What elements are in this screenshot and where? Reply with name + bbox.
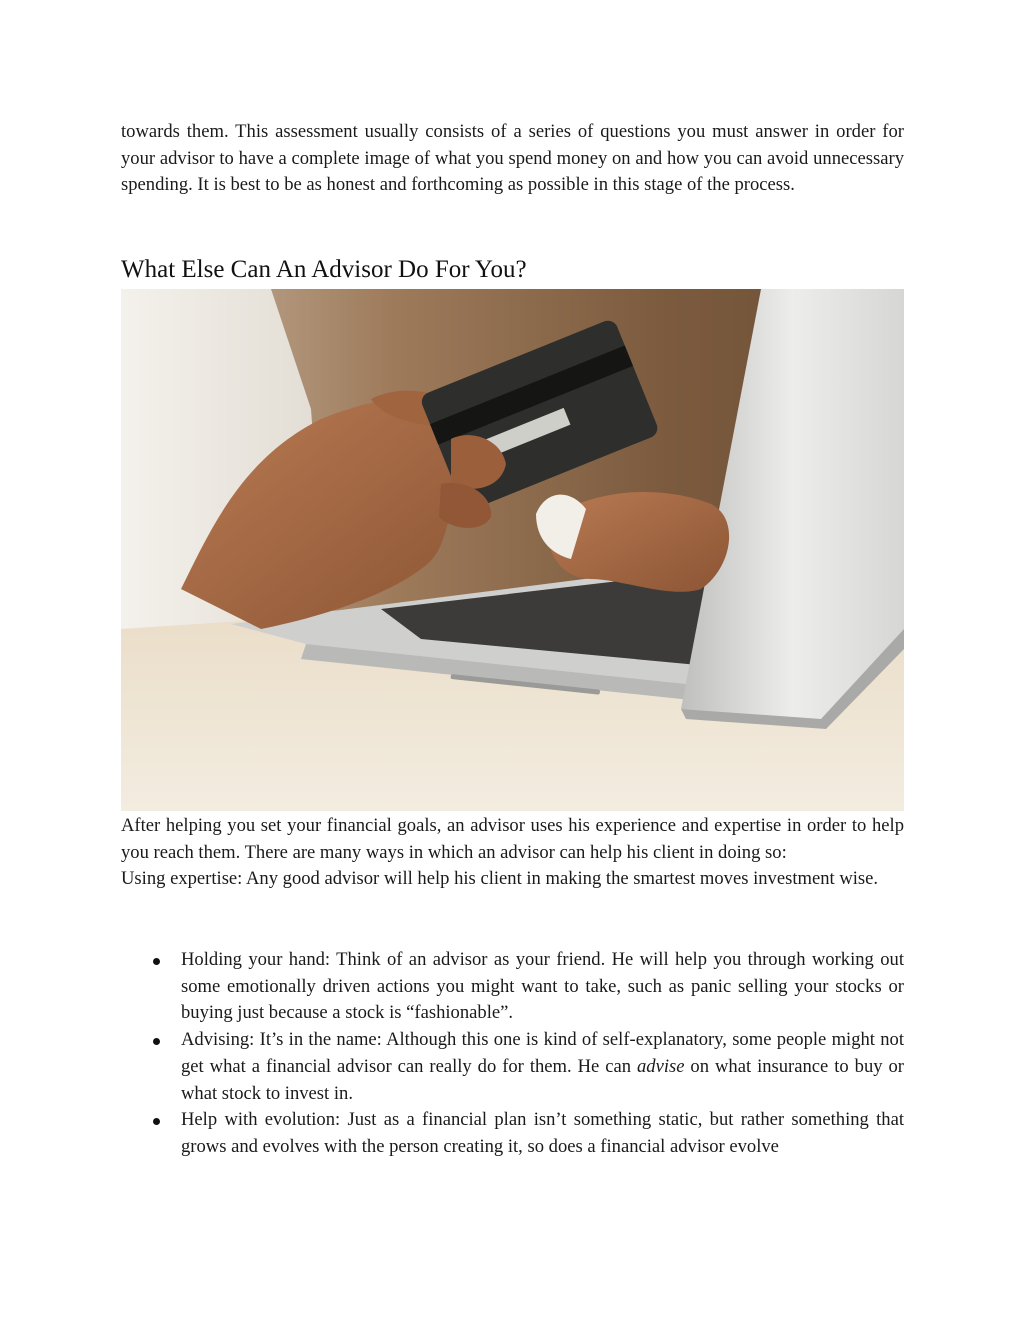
intro-paragraph: towards them. This assessment usually consists of a series of questions you must answer in order for your advisor to have a complete image of what you spend money on and how you can avoid unnecessary spending. It is best to be as honest and forthcoming as possible in this stage of the process. — [121, 121, 904, 196]
section-heading: What Else Can An Advisor Do For You? — [121, 256, 527, 283]
list-item-emphasis: advise — [636, 1055, 685, 1077]
bullet-icon — [153, 1118, 160, 1125]
list-item-text: Holding your hand: Think of an advisor as your friend. He will help you through working out some emotionally driven actions you might want to take, such as panic selling your stocks or buying just because a stock is “fashionable”. — [181, 949, 904, 1024]
credit-card-laptop-photo — [121, 289, 904, 811]
list-item — [121, 1107, 904, 1160]
after-image-text-1: After helping you set your financial goals, an advisor uses his experience and expertise in order to help you reach them. There are many ways in which an advisor can help his client in doing so: — [121, 815, 904, 863]
list-item — [121, 947, 904, 1027]
list-item-text-after: on what insurance to buy or what stock to invest in. — [181, 1055, 904, 1104]
bullet-icon — [153, 958, 160, 965]
after-image-text-2: Using expertise: Any good advisor will help his client in making the smartest moves investment wise. — [121, 868, 879, 890]
list-item-text: Help with evolution: Just as a financial plan isn’t something static, but rather something that grows and evolves with the person creating it, so does a financial advisor evolve — [181, 1109, 904, 1157]
list-item — [121, 1027, 904, 1107]
list-item-text-before: Advising: It’s in the name: Although this one is kind of self-explanatory, some people might not get what a financial advisor can really do for them. He can — [181, 1029, 904, 1077]
bullet-list — [121, 947, 904, 1161]
after-image-paragraph — [121, 813, 904, 893]
bullet-icon — [153, 1038, 160, 1045]
